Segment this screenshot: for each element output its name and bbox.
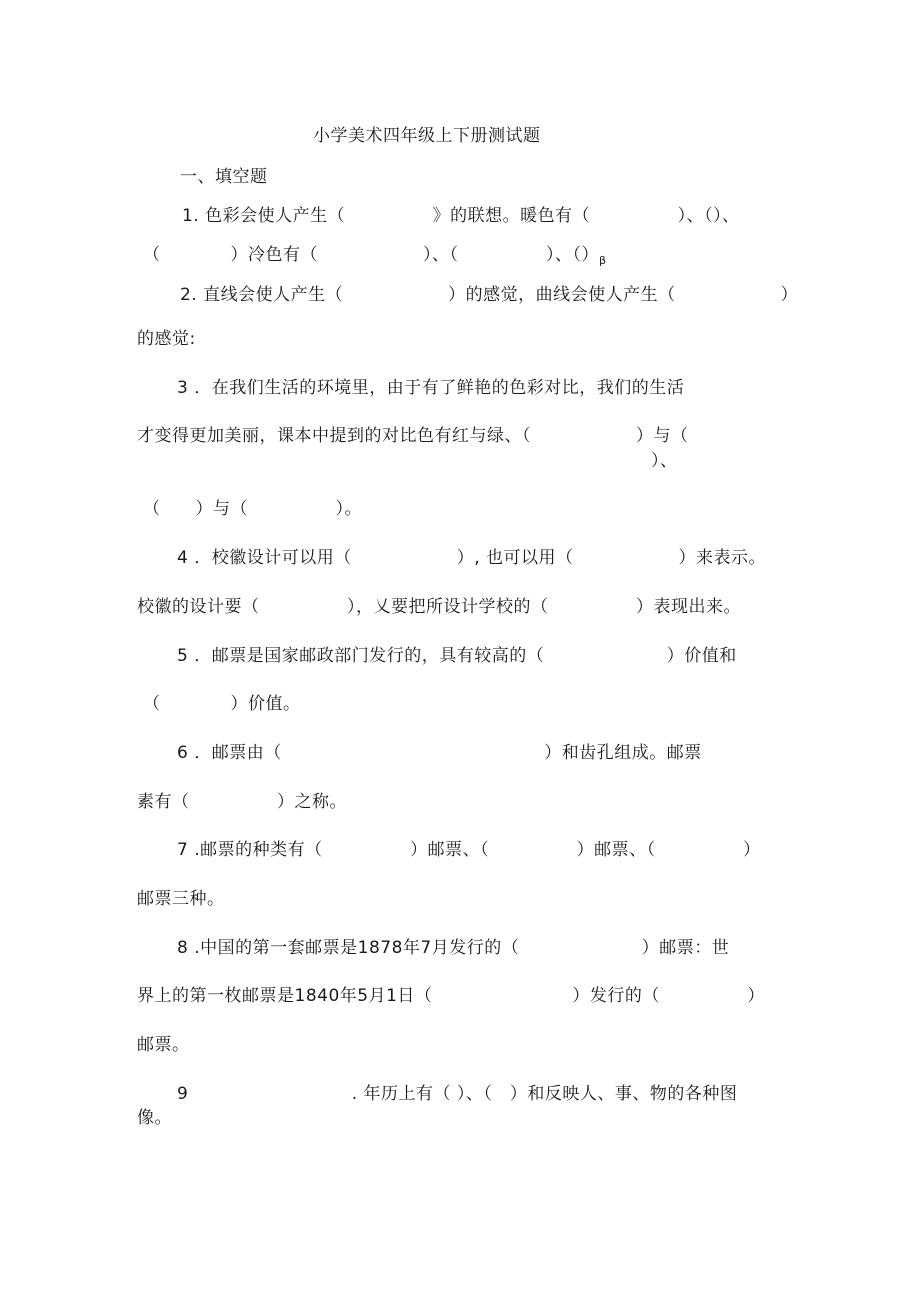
question-9-line-2: 像。 [137, 1108, 172, 1128]
question-8-line-3: 邮票。 [137, 1035, 190, 1055]
question-1-trailing-mark: β [599, 254, 607, 267]
question-7-line-1: 7 .邮票的种类有（ ）邮票、（ ）邮票、（ ） [177, 840, 761, 860]
question-9-line-1: 9 . 年历上有（ ）、（ ）和反映人、事、物的各种图 [177, 1084, 738, 1104]
question-8-line-1: 8 .中国的第一套邮票是1878年7月发行的（ ）邮票：世 [177, 938, 730, 958]
question-3-line-3: ）、 [651, 451, 678, 471]
question-3-line-4: （ ）与（ ）。 [143, 499, 362, 519]
question-1-line-1: 1. 色彩会使人产生（ 》的联想。暖色有（ ）、（）、 [182, 206, 740, 226]
question-1-line-2-text: （ ）冷色有（ ）、（ ）、（） [143, 245, 599, 265]
page-title: 小学美术四年级上下册测试题 [313, 126, 541, 146]
question-2-line-1: 2. 直线会使人产生（ ）的感觉，曲线会使人产生（ ） [180, 285, 799, 305]
section-heading: 一、填空题 [180, 167, 268, 187]
question-8-line-2: 界上的第一枚邮票是1840年5月1日（ ）发行的（ ） [137, 986, 765, 1006]
question-4-line-1: 4 ．校徽设计可以用（ ）, 也可以用（ ）来表示。 [177, 548, 767, 568]
question-3-line-2: 才变得更加美丽，课本中提到的对比色有红与绿、（ ）与（ [137, 426, 689, 446]
question-6-line-2: 素有（ ）之称。 [137, 792, 347, 812]
question-6-line-1: 6 ．邮票由（ ）和齿孔组成。邮票 [177, 743, 702, 763]
question-4-line-2: 校徽的设计要（ ），乂要把所设计学校的（ ）表现出来。 [137, 597, 741, 617]
question-1-line-2 [143, 244, 607, 272]
question-2-line-2: 的感觉: [137, 329, 196, 349]
question-7-line-2: 邮票三种。 [137, 889, 225, 909]
question-5-line-2: （ ）价值。 [143, 694, 301, 714]
question-5-line-1: 5 ．邮票是国家邮政部门发行的，具有较高的（ ）价值和 [177, 646, 737, 666]
question-3-line-1: 3 ．在我们生活的环境里，由于有了鲜艳的色彩对比，我们的生活 [177, 378, 685, 398]
